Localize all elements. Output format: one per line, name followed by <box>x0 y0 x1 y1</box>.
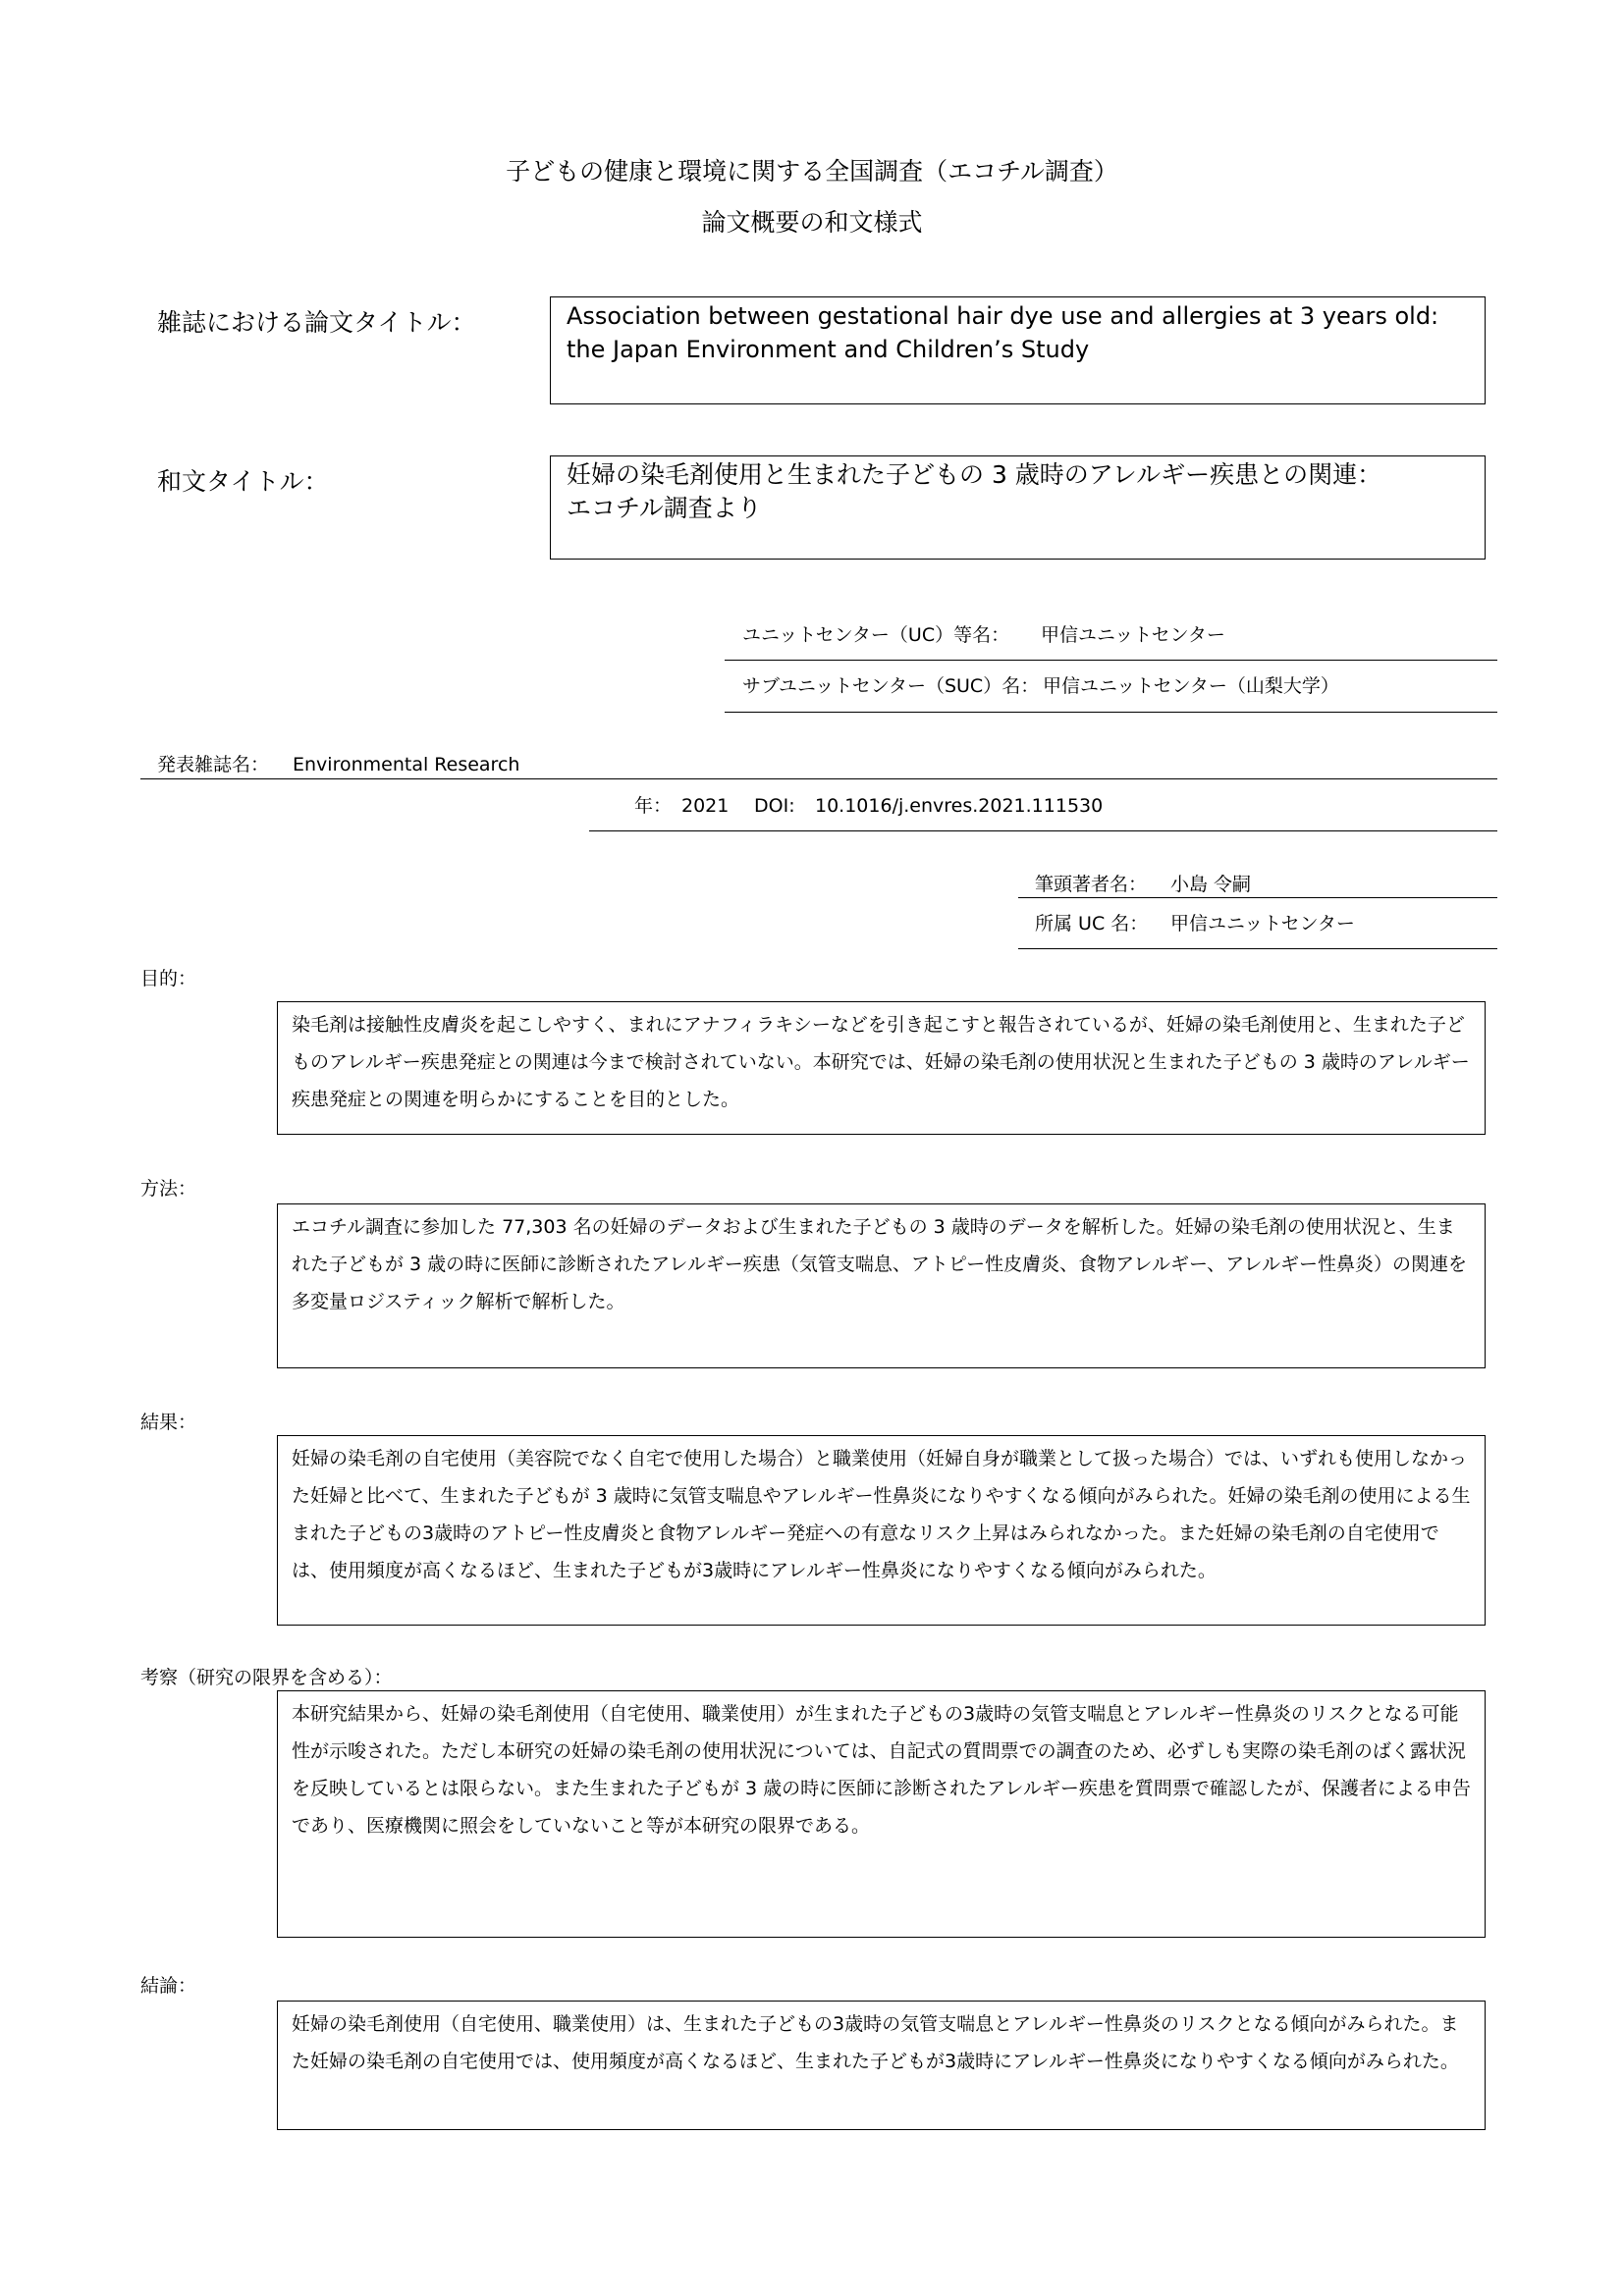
unit-center-value: 甲信ユニットセンター <box>1041 624 1225 646</box>
results-box <box>277 1435 1486 1626</box>
first-author-label: 筆頭著者名： <box>1035 874 1148 895</box>
journal-name-label: 発表雑誌名： <box>157 754 270 775</box>
unit-center-label: ユニットセンター（UC）等名： <box>742 624 1010 646</box>
affiliation-value: 甲信ユニットセンター <box>1170 913 1355 934</box>
sub-unit-center-label: サブユニットセンター（SUC）名： <box>742 675 1040 697</box>
journal-title-label: 雑誌における論文タイトル： <box>157 308 476 337</box>
results-text: 妊婦の染毛剤の自宅使用（美容院でなく自宅で使用した場合）と職業使用（妊婦自身が職業として扱った場合）では、いずれも使用しなかった妊婦と比べて、生まれた子どもが 3 歳時に気管支喘息やアレルギー性鼻炎になりやすくなる傾向がみられた。妊婦の染毛剤の使用による生まれた子どもの3歳時のアトピー性皮膚炎と食物アレルギー発症への有意なリスク上昇はみられなかった。また妊婦の染毛剤の自宅使用では、使用頻度が高くなるほど、生まれた子どもが3歳時にアレルギー性鼻炎になりやすくなる傾向がみられた。 <box>292 1448 1471 1581</box>
unit-center-rule <box>725 660 1497 661</box>
affiliation-rule <box>1018 948 1497 949</box>
japanese-title-value: 妊婦の染毛剤使用と生まれた子どもの 3 歳時のアレルギー疾患との関連： エコチル調査より <box>567 460 1382 522</box>
journal-name-rule <box>140 778 1497 779</box>
results-label: 結果： <box>140 1412 197 1433</box>
affiliation-label: 所属 UC 名： <box>1035 913 1149 934</box>
document-subtitle: 論文概要の和文様式 <box>701 208 923 237</box>
discussion-label: 考察（研究の限界を含める）： <box>140 1667 393 1688</box>
journal-title-value: Association between gestational hair dye use and allergies at 3 years old: the Japan Environment and Children’s Study <box>567 302 1439 363</box>
document-title: 子どもの健康と環境に関する全国調査（エコチル調査） <box>506 157 1118 186</box>
discussion-text: 本研究結果から、妊婦の染毛剤使用（自宅使用、職業使用）が生まれた子どもの3歳時の気管支喘息とアレルギー性鼻炎のリスクとなる可能性が示唆された。ただし本研究の妊婦の染毛剤の使用状況については、自記式の質問票での調査のため、必ずしも実際の染毛剤のばく露状況を反映しているとは限らない。また生まれた子どもが 3 歳の時に医師に診断されたアレルギー疾患を質問票で確認したが、保護者による申告であり、医療機関に照会をしていないこと等が本研究の限界である。 <box>292 1703 1471 1837</box>
journal-title-box <box>550 296 1486 404</box>
japanese-title-box <box>550 455 1486 560</box>
year-value: 2021 <box>681 795 730 817</box>
method-box <box>277 1203 1486 1368</box>
purpose-label: 目的： <box>140 968 197 989</box>
sub-unit-center-rule <box>725 712 1497 713</box>
conclusion-text: 妊婦の染毛剤使用（自宅使用、職業使用）は、生まれた子どもの3歳時の気管支喘息とアレルギー性鼻炎のリスクとなる傾向がみられた。また妊婦の染毛剤の自宅使用では、使用頻度が高くなるほど、生まれた子どもが3歳時にアレルギー性鼻炎になりやすくなる傾向がみられた。 <box>292 2013 1459 2072</box>
first-author-rule <box>1018 897 1497 898</box>
method-text: エコチル調査に参加した 77,303 名の妊婦のデータおよび生まれた子どもの 3 歳時のデータを解析した。妊婦の染毛剤の使用状況と、生まれた子どもが 3 歳の時に医師に診断されたアレルギー疾患（気管支喘息、アトピー性皮膚炎、食物アレルギー、アレルギー性鼻炎）の関連を多変量ロジスティック解析で解析した。 <box>292 1216 1467 1312</box>
conclusion-box <box>277 2001 1486 2130</box>
sub-unit-center-value: 甲信ユニットセンター（山梨大学） <box>1043 675 1339 697</box>
year-label: 年： <box>634 795 673 817</box>
journal-name-value: Environmental Research <box>293 754 520 775</box>
japanese-title-label: 和文タイトル： <box>157 467 329 496</box>
doi-value: 10.1016/j.envres.2021.111530 <box>815 795 1104 817</box>
discussion-box <box>277 1690 1486 1938</box>
purpose-box <box>277 1001 1486 1135</box>
doi-label: DOI: <box>754 795 795 817</box>
year-doi-rule <box>589 830 1497 831</box>
purpose-text: 染毛剤は接触性皮膚炎を起こしやすく、まれにアナフィラキシーなどを引き起こすと報告されているが、妊婦の染毛剤使用と、生まれた子どものアレルギー疾患発症との関連は今まで検討されていない。本研究では、妊婦の染毛剤の使用状況と生まれた子どもの 3 歳時のアレルギー疾患発症との関連を明らかにすることを目的とした。 <box>292 1014 1470 1110</box>
conclusion-label: 結論： <box>140 1975 197 1997</box>
first-author-value: 小島 令嗣 <box>1170 874 1252 895</box>
method-label: 方法： <box>140 1178 197 1200</box>
